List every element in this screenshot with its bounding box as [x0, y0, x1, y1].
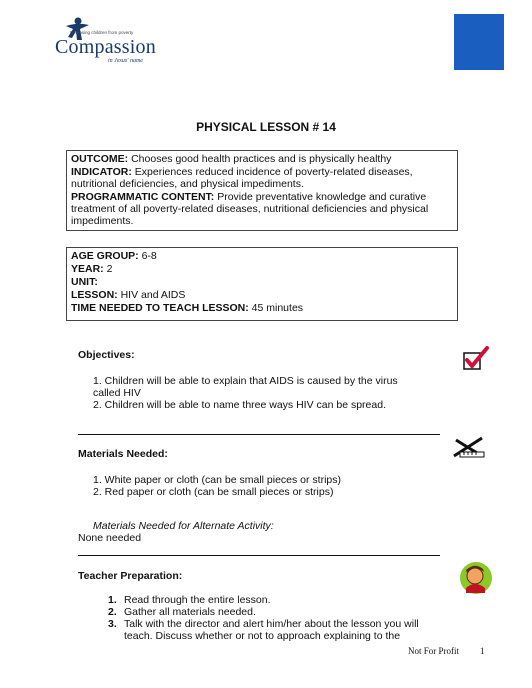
teacher-avatar-icon [458, 560, 494, 596]
indicator-label: INDICATOR: [71, 166, 132, 178]
objective-item: 2. Children will be able to name three ways HIV can be spread. [93, 399, 386, 411]
content-text: Provide preventative knowledge and curative treatment of all poverty-related diseases, nutritional deficiencies and physical impediments. [71, 191, 429, 227]
prep-title: Teacher Preparation: [78, 570, 183, 582]
prep-item-number: 1. [108, 594, 117, 606]
prep-item-text: Read through the entire lesson. [124, 594, 271, 606]
material-item: 2. Red paper or cloth (can be small pieces or strips) [93, 486, 334, 498]
time-label: TIME NEEDED TO TEACH LESSON: [71, 302, 249, 314]
objective-item: 1. Children will be able to explain that AIDS is caused by the virus called HIV [93, 375, 398, 399]
prep-item-number: 3. [108, 618, 117, 630]
materials-title: Materials Needed: [78, 448, 168, 460]
prep-item-number: 2. [108, 606, 117, 618]
prep-item-text: Gather all materials needed. [124, 606, 256, 618]
prep-list [108, 594, 428, 642]
prep-item [108, 618, 428, 642]
alt-materials-label: Materials Needed for Alternate Activity: [93, 520, 274, 532]
age-value: 6-8 [138, 250, 157, 262]
lesson-label: LESSON: [71, 289, 118, 301]
indicator-text: Experiences reduced incidence of poverty-related diseases, nutritional deficiencies, and physical impediments. [71, 166, 413, 190]
checkbox-check-icon [462, 346, 490, 372]
prep-item [108, 606, 428, 618]
section-divider [78, 555, 440, 556]
blue-paint-block [454, 14, 504, 70]
materials-list [93, 474, 423, 498]
page-title: PHYSICAL LESSON # 14 [196, 120, 336, 134]
outcome-text: Chooses good health practices and is physically healthy [128, 153, 392, 165]
unit-label: UNIT: [71, 276, 98, 288]
lesson-value: HIV and AIDS [117, 289, 186, 301]
pencil-ruler-icon [452, 434, 486, 460]
section-divider [78, 434, 440, 435]
logo-tagline: Releasing children from poverty [70, 30, 134, 35]
material-item: 1. White paper or cloth (can be small pieces or strips) [93, 474, 342, 486]
outcome-box [66, 150, 458, 231]
outcome-label: OUTCOME: [71, 153, 129, 165]
content-label: PROGRAMMATIC CONTENT: [71, 191, 215, 203]
prep-item [108, 594, 428, 606]
logo-name: Compassion [55, 36, 156, 58]
logo-subtitle: in Jesus' name [108, 58, 143, 64]
year-value: 2 [103, 263, 113, 275]
objectives-list [93, 375, 423, 411]
footer-text: Not For Profit [408, 646, 460, 656]
year-label: YEAR: [71, 263, 104, 275]
page-number: 1 [480, 646, 485, 656]
age-label: AGE GROUP: [71, 250, 139, 262]
objectives-title: Objectives: [78, 349, 135, 361]
lesson-info-box [66, 247, 458, 321]
time-value: 45 minutes [248, 302, 304, 314]
prep-item-text: Talk with the director and alert him/her about the lesson you will teach. Discuss whether or not to approach explaining to the [124, 618, 419, 642]
alt-materials-value: None needed [78, 532, 142, 544]
